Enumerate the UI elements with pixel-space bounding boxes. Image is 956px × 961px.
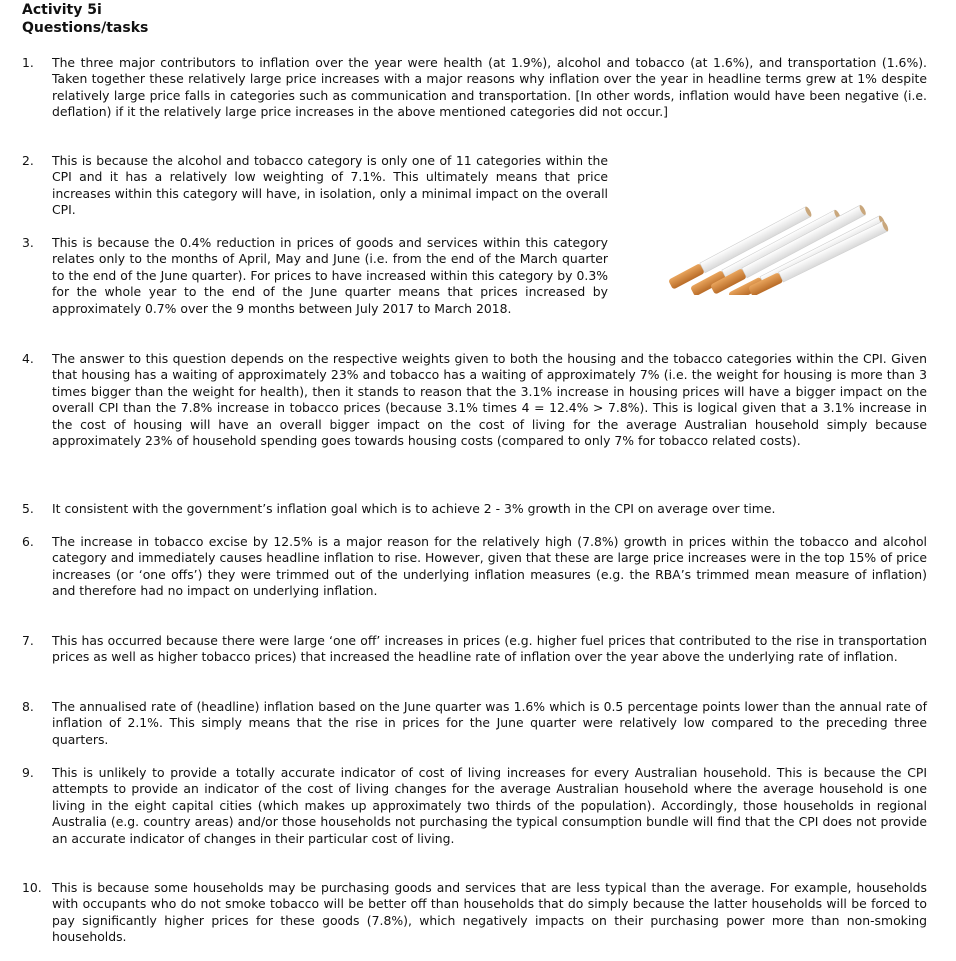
item-text: This is because some households may be purchasing goods and services that are less typical than the average. For example, households with occupants who do not smoke tobacco will be better off than households that do simply because the latter households will be forced to pay significantly higher prices for these goods (7.8%), which negatively impacts on their purchasing power more than non-smoking households. bbox=[52, 880, 927, 945]
item-number: 7. bbox=[22, 633, 34, 648]
item-text: This is because the 0.4% reduction in prices of goods and services within this category relates only to the months of April, May and June (i.e. from the end of the March quarter to the end of the June quarter). For prices to have increased within this category by 0.3% for the whole year to the end of the June quarter means that prices increased by approximately 0.7% over the 9 months between July 2017 to March 2018. bbox=[52, 235, 608, 316]
cigarettes-illustration bbox=[648, 165, 898, 295]
item-number: 1. bbox=[22, 55, 34, 70]
item-number: 5. bbox=[22, 501, 34, 516]
item-text: This has occurred because there were large ‘one off’ increases in prices (e.g. higher fuel prices that contributed to the rise in transportation prices as well as higher tobacco prices) that increased the headline rate of inflation over the year above the underlying rate of inflation. bbox=[52, 633, 927, 665]
item-number: 8. bbox=[22, 699, 34, 714]
item-text: The annualised rate of (headline) inflation based on the June quarter was 1.6% which is 0.5 percentage points lower than the annual rate of inflation of 2.1%. This simply means that the rise in prices for the June quarter were relatively low compared to the preceding three quarters. bbox=[52, 699, 927, 747]
item-text: This is because the alcohol and tobacco category is only one of 11 categories within the CPI and it has a relatively low weighting of 7.1%. This ultimately means that price increases within this category will have, in isolation, only a minimal impact on the overall CPI. bbox=[52, 153, 608, 218]
item-text: The increase in tobacco excise by 12.5% is a major reason for the relatively high (7.8%) growth in prices within the tobacco and alcohol category and immediately causes headline inflation to rise. However, given that these are large price increases were in the top 15% of price increases (or ‘one offs’) they were trimmed out of the underlying inflation measures (e.g. the RBA’s trimmed mean measure of inflation) and therefore had no impact on underlying inflation. bbox=[52, 534, 927, 599]
item-number: 6. bbox=[22, 534, 34, 549]
item-number: 4. bbox=[22, 351, 34, 366]
item-text: The answer to this question depends on the respective weights given to both the housing and the tobacco categories within the CPI. Given that housing has a waiting of approximately 23% and tobacco has a waiting of approximately 7% (i.e. the weight for housing is more than 3 times bigger than the weight for health), then it stands to reason that the 3.1% increase in housing prices will have a bigger impact on the overall CPI than the 7.8% increase in tobacco prices (because 3.1% times 4 = 12.4% > 7.8%). This is logical given that a 3.1% increase in the cost of housing will have an overall bigger impact on the cost of living for the average Australian household simply because approximately 23% of household spending goes towards housing costs (compared to only 7% for tobacco related costs). bbox=[52, 351, 927, 449]
section-subtitle: Questions/tasks bbox=[22, 20, 149, 36]
item-text: The three major contributors to inflation over the year were health (at 1.9%), alcohol and tobacco (at 1.6%), and transportation (1.6%). Taken together these relatively large price increases with a major reasons why inflation over the year in headline terms grew at 1% despite relatively large price falls in categories such as communication and transportation. [In other words, inflation would have been negative (i.e. deflation) if it the relatively large price increases in the above mentioned categories did not occur.] bbox=[52, 55, 927, 120]
item-text: It consistent with the government’s inflation goal which is to achieve 2 - 3% growth in the CPI on average over time. bbox=[52, 501, 776, 516]
item-number: 3. bbox=[22, 235, 34, 250]
item-text: This is unlikely to provide a totally accurate indicator of cost of living increases for every Australian household. This is because the CPI attempts to provide an indicator of the cost of living changes for the average Australian household where the average household is one living in the eight capital cities (which makes up approximately two thirds of the population). Accordingly, those households in regional Australia (e.g. country areas) and/or those households not purchasing the typical consumption bundle will find that the CPI does not provide an accurate indicator of changes in their particular cost of living. bbox=[52, 765, 927, 846]
activity-title: Activity 5i bbox=[22, 2, 102, 18]
item-number: 2. bbox=[22, 153, 34, 168]
item-number: 10. bbox=[22, 880, 42, 895]
item-number: 9. bbox=[22, 765, 34, 780]
